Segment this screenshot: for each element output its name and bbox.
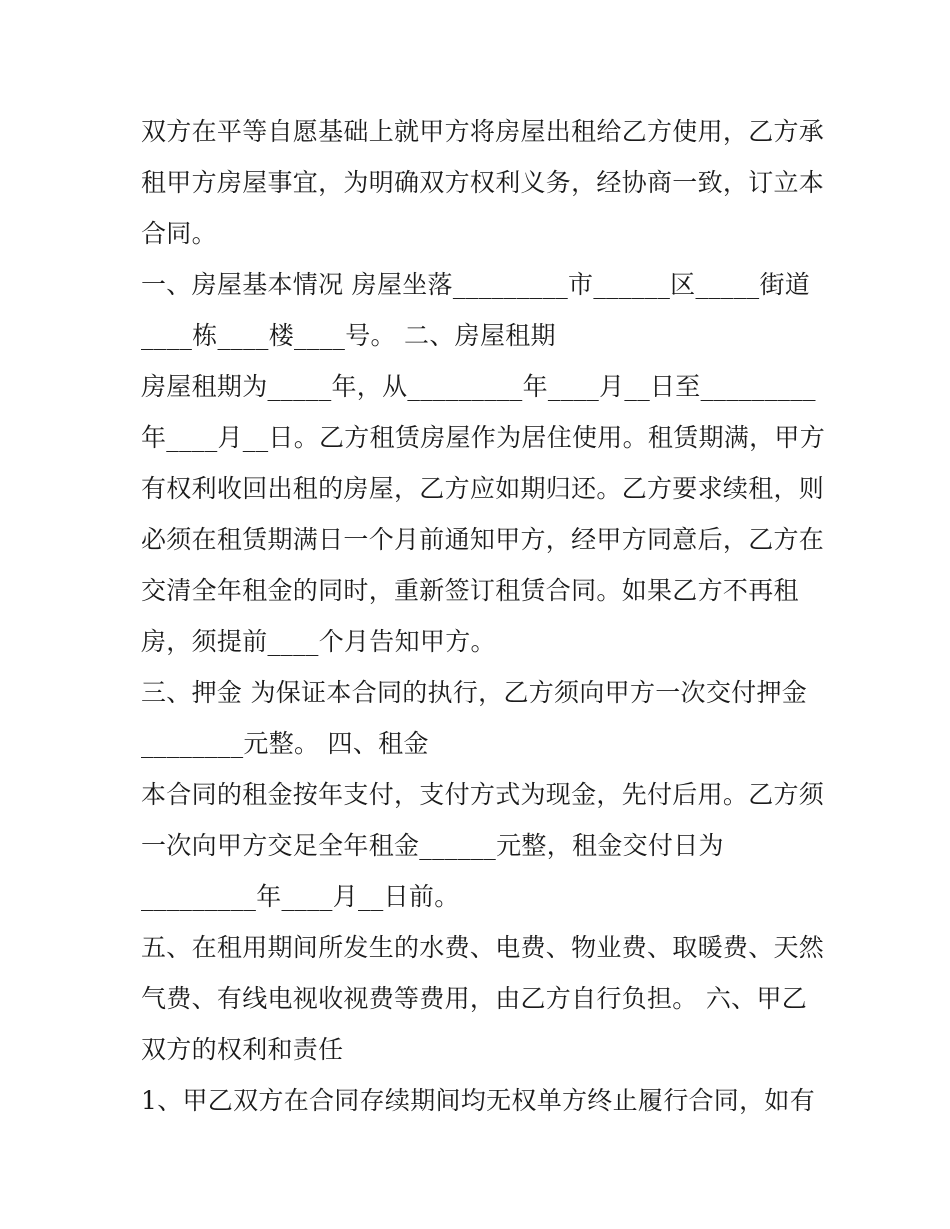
paragraph-line: ________元整。 四、租金 <box>141 729 429 758</box>
paragraph-line: ____栋____楼____号。 二、房屋租期 <box>141 321 556 350</box>
paragraph-line: 租甲方房屋事宜，为明确双方权利义务，经协商一致，订立本 <box>141 168 825 197</box>
section-fees-line: 五、在租用期间所发生的水费、电费、物业费、取暖费、天然 <box>141 933 825 962</box>
paragraph-line: 合同。 <box>141 219 217 248</box>
section-deposit-line: 三、押金 为保证本合同的执行，乙方须向甲方一次交付押金 <box>141 678 808 707</box>
section-rent-line: 本合同的租金按年支付，支付方式为现金，先付后用。乙方须 <box>141 780 825 809</box>
paragraph-line: 气费、有线电视收视费等费用，由乙方自行负担。 六、甲乙 <box>141 984 808 1013</box>
paragraph-line: 必须在租赁期满日一个月前通知甲方，经甲方同意后，乙方在 <box>141 525 825 554</box>
paragraph-line: _________年____月__日前。 <box>141 882 460 911</box>
paragraph-line: 年____月__日。乙方租赁房屋作为居住使用。租赁期满，甲方 <box>141 423 826 452</box>
paragraph-line: 交清全年租金的同时，重新签订租赁合同。如果乙方不再租 <box>141 576 799 605</box>
paragraph-line: 房，须提前____个月告知甲方。 <box>141 627 496 656</box>
paragraph-line: 双方的权利和责任 <box>141 1035 344 1064</box>
section-lease-term-line: 房屋租期为_____年，从_________年____月__日至_________ <box>141 372 816 401</box>
clause-1-line: 1、甲乙双方在合同存续期间均无权单方终止履行合同，如有 <box>141 1086 816 1115</box>
contract-body <box>141 106 831 1126</box>
section-house-info-line: 一、房屋基本情况 房屋坐落_________市______区_____街道 <box>141 270 811 299</box>
paragraph-line: 有权利收回出租的房屋，乙方应如期归还。乙方要求续租，则 <box>141 474 825 503</box>
paragraph-line: 双方在平等自愿基础上就甲方将房屋出租给乙方使用，乙方承 <box>141 117 825 146</box>
paragraph-line: 一次向甲方交足全年租金______元整，租金交付日为 <box>141 831 724 860</box>
